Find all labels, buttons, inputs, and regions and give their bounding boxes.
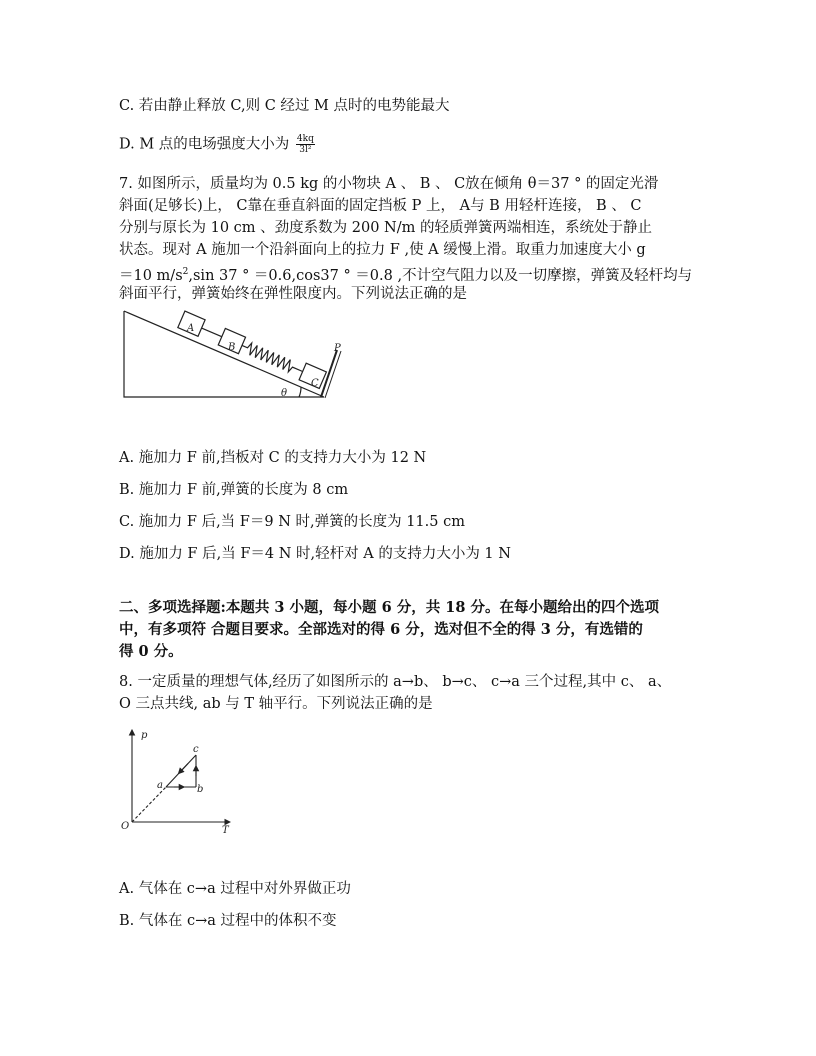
spring — [240, 340, 305, 377]
q7-stem-line-5-b: ,sin 37 ° ＝0.6,cos37 ° ＝0.8 ,不计空气阻力以及一切摩擦，弹簧及轻杆均与 — [188, 267, 693, 284]
label-a: A — [187, 323, 195, 334]
label-theta: θ — [281, 388, 288, 399]
point-label-a: a — [157, 780, 163, 791]
fraction-numerator: 4kq — [296, 134, 314, 144]
q6-option-d-text: D. M 点的电场强度大小为 — [119, 136, 290, 153]
q7-stem-line-2: 斜面(足够长)上， C靠在垂直斜面的固定挡板 P 上， A与 B 用轻杆连接， B 、 C — [119, 198, 642, 214]
point-label-c: c — [193, 744, 199, 755]
q7-stem-line-5-a: ＝10 m/s — [119, 267, 183, 284]
q8-option-a: A. 气体在 c→a 过程中对外界做正功 — [119, 881, 351, 897]
q7-incline-figure — [118, 305, 348, 403]
q6-option-c: C. 若由静止释放 C,则 C 经过 M 点时的电势能最大 — [119, 98, 450, 114]
q6-option-d-fraction — [296, 134, 315, 155]
section-2-line-3: 得 0 分。 — [119, 643, 183, 660]
q7-option-a: A. 施加力 F 前,挡板对 C 的支持力大小为 12 N — [119, 450, 427, 466]
q7-stem-line-4: 状态。现对 A 施加一个沿斜面向上的拉力 F ,使 A 缓慢上滑。取重力加速度大小 g — [119, 242, 646, 258]
q8-pt-diagram — [118, 726, 243, 838]
dashed-line-o-a — [132, 787, 166, 822]
fraction-denominator: 3l² — [299, 145, 312, 155]
q7-option-b: B. 施加力 F 前,弹簧的长度为 8 cm — [119, 482, 349, 498]
label-c: C — [311, 378, 319, 389]
q7-stem-line-6: 斜面平行，弹簧始终在弹性限度内。下列说法正确的是 — [119, 286, 467, 302]
q7-stem-line-3: 分别与原长为 10 cm 、劲度系数为 200 N/m 的轻质弹簧两端相连，系统处于静止 — [119, 220, 652, 236]
plate-p — [321, 350, 337, 397]
plate-p-edge — [325, 351, 341, 398]
q7-option-d: D. 施加力 F 后,当 F＝4 N 时,轻杆对 A 的支持力大小为 1 N — [119, 546, 511, 562]
section-2-line-1: 二、多项选择题:本题共 3 小题，每小题 6 分，共 18 分。在每小题给出的四个选项 — [119, 599, 659, 616]
q7-stem-line-5 — [119, 262, 692, 286]
q7-stem-line-1: 7. 如图所示，质量均为 0.5 kg 的小物块 A 、 B 、 C放在倾角 θ＝37 ° 的固定光滑 — [119, 176, 659, 192]
q8-stem-line-1: 8. 一定质量的理想气体,经历了如图所示的 a→b、 b→c、 c→a 三个过程,其中 c、 a、 — [119, 674, 672, 690]
arrow-c-a — [180, 764, 188, 773]
q6-option-d — [119, 134, 315, 155]
section-2-line-2: 中，有多项符 合题目要求。全部选对的得 6 分，选对但不全的得 3 分，有选错的 — [119, 621, 643, 638]
light-rod — [202, 328, 222, 337]
incline-triangle — [124, 311, 324, 397]
angle-arc — [299, 387, 301, 397]
point-label-b: b — [197, 784, 204, 795]
label-p: P — [334, 343, 341, 354]
q8-stem-line-2: O 三点共线, ab 与 T 轴平行。下列说法正确的是 — [119, 696, 433, 712]
q7-option-c: C. 施加力 F 后,当 F＝9 N 时,弹簧的长度为 11.5 cm — [119, 514, 465, 530]
q7-stem-superscript: 2 — [182, 267, 189, 277]
label-b: B — [228, 342, 236, 353]
axis-label-p: p — [141, 730, 148, 741]
origin-label: O — [121, 821, 130, 832]
q8-option-b: B. 气体在 c→a 过程中的体积不变 — [119, 913, 337, 929]
axis-label-t: T — [222, 825, 229, 836]
